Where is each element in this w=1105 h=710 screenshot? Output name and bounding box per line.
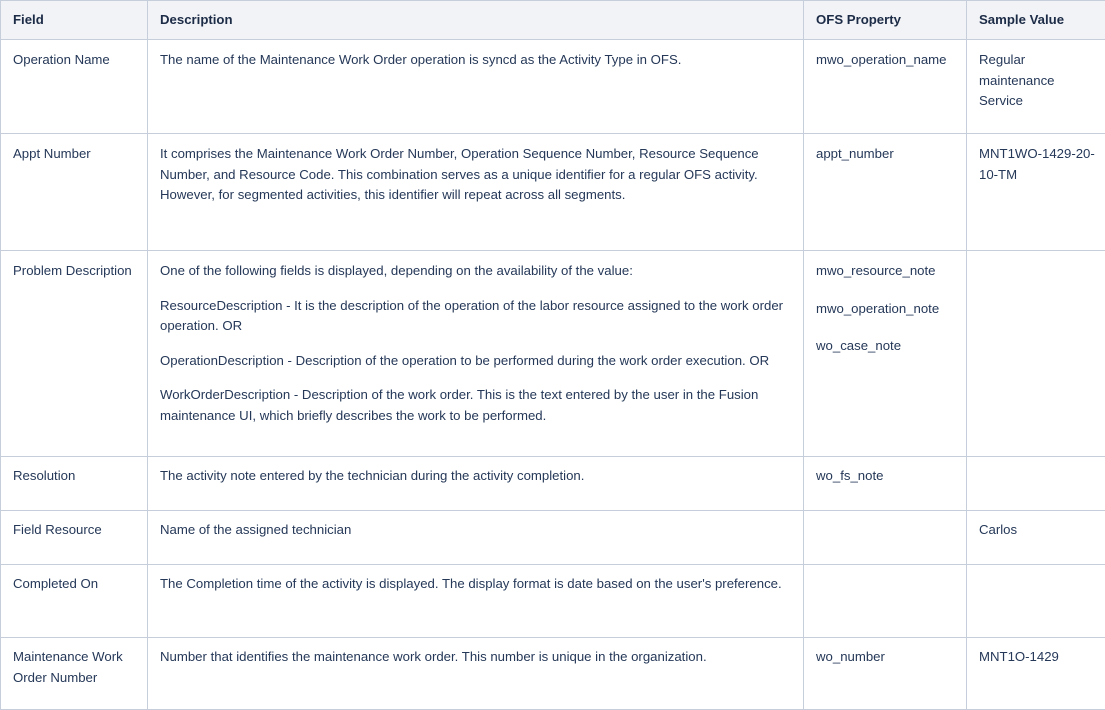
column-header-description: Description bbox=[148, 1, 804, 40]
description-paragraph: OperationDescription - Description of the operation to be performed during the work order execution. OR bbox=[160, 351, 795, 371]
column-header-field: Field bbox=[1, 1, 148, 40]
cell-ofs-property bbox=[804, 251, 967, 457]
column-header-ofs-property: OFS Property bbox=[804, 1, 967, 40]
description-paragraph: ResourceDescription - It is the description of the operation of the labor resource assigned to the work order operation. OR bbox=[160, 296, 795, 337]
cell-field: Completed On bbox=[1, 565, 148, 638]
cell-ofs-property bbox=[804, 40, 967, 134]
table-row bbox=[1, 511, 1105, 565]
cell-description bbox=[148, 134, 804, 251]
description-paragraph: The activity note entered by the technician during the activity completion. bbox=[160, 466, 795, 486]
table-body bbox=[1, 40, 1105, 710]
cell-description bbox=[148, 511, 804, 565]
description-paragraph: WorkOrderDescription - Description of the work order. This is the text entered by the user in the Fusion maintenance UI, which briefly describes the work to be performed. bbox=[160, 385, 795, 426]
ofs-property-name: mwo_operation_name bbox=[816, 50, 958, 70]
cell-ofs-property bbox=[804, 457, 967, 511]
cell-sample-value: Regular maintenance Service bbox=[967, 40, 1105, 134]
cell-field: Operation Name bbox=[1, 40, 148, 134]
description-paragraph: One of the following fields is displayed, depending on the availability of the value: bbox=[160, 261, 795, 281]
cell-description bbox=[148, 40, 804, 134]
description-paragraph: It comprises the Maintenance Work Order Number, Operation Sequence Number, Resource Sequence Number, and Resource Code. This combination serves as a unique identifier for a regular OFS activity. However, for segmented activities, this identifier will repeat across all segments. bbox=[160, 144, 795, 205]
cell-sample-value: MNT1O-1429 bbox=[967, 638, 1105, 710]
column-header-sample-value: Sample Value bbox=[967, 1, 1105, 40]
cell-ofs-property bbox=[804, 511, 967, 565]
cell-field: Problem Description bbox=[1, 251, 148, 457]
cell-ofs-property bbox=[804, 638, 967, 710]
cell-sample-value: MNT1WO-1429-20-10-TM bbox=[967, 134, 1105, 251]
cell-field: Maintenance Work Order Number bbox=[1, 638, 148, 710]
table-row bbox=[1, 251, 1105, 457]
description-paragraph: Name of the assigned technician bbox=[160, 520, 795, 540]
ofs-property-name: mwo_resource_note bbox=[816, 261, 958, 281]
cell-field: Field Resource bbox=[1, 511, 148, 565]
ofs-property-name: appt_number bbox=[816, 144, 958, 164]
ofs-property-name: wo_fs_note bbox=[816, 466, 958, 486]
cell-sample-value bbox=[967, 251, 1105, 457]
cell-sample-value: Carlos bbox=[967, 511, 1105, 565]
cell-field: Resolution bbox=[1, 457, 148, 511]
description-paragraph: The Completion time of the activity is displayed. The display format is date based on the user's preference. bbox=[160, 574, 795, 594]
cell-ofs-property bbox=[804, 134, 967, 251]
table-row bbox=[1, 457, 1105, 511]
description-paragraph: The name of the Maintenance Work Order operation is syncd as the Activity Type in OFS. bbox=[160, 50, 795, 70]
table-row bbox=[1, 638, 1105, 710]
cell-field: Appt Number bbox=[1, 134, 148, 251]
cell-sample-value bbox=[967, 457, 1105, 511]
ofs-property-name: wo_case_note bbox=[816, 336, 958, 356]
table-row bbox=[1, 40, 1105, 134]
cell-description bbox=[148, 457, 804, 511]
description-paragraph: Number that identifies the maintenance work order. This number is unique in the organization. bbox=[160, 647, 795, 667]
table-row bbox=[1, 134, 1105, 251]
ofs-property-name: wo_number bbox=[816, 647, 958, 667]
cell-description bbox=[148, 251, 804, 457]
cell-description bbox=[148, 638, 804, 710]
table-header-row bbox=[1, 1, 1105, 40]
table-header bbox=[1, 1, 1105, 40]
ofs-property-name: mwo_operation_note bbox=[816, 299, 958, 319]
